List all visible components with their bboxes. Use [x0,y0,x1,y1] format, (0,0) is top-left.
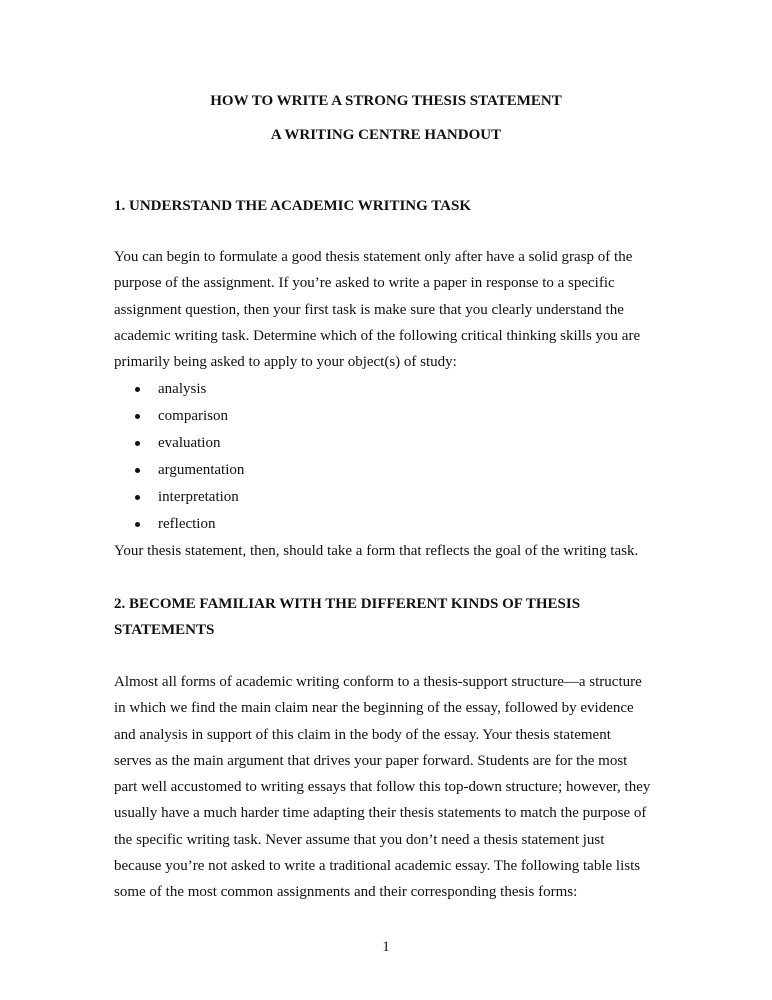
bullet-icon [135,441,140,446]
heading-line: 2. BECOME FAMILIAR WITH THE DIFFERENT KINDS OF THESIS [114,596,581,612]
section-2-paragraph [114,669,662,906]
bullet-item-interpretation [114,484,244,511]
paragraph-line: purpose of the assignment. If you’re asked to write a paper in response to a specific [114,275,615,292]
bullet-icon [135,387,140,392]
paragraph-line: primarily being asked to apply to your object(s) of study: [114,354,457,371]
page-number: 1 [382,939,390,955]
paragraph-line: serves as the main argument that drives your paper forward. Students are for the most [114,752,628,769]
paragraph-line: in which we find the main claim near the beginning of the essay, followed by evidence [114,700,634,717]
bullet-text: evaluation [158,435,221,451]
bullet-item-comparison [114,403,244,430]
bullet-item-argumentation [114,457,244,484]
skills-bullet-list [114,376,244,538]
bullet-item-evaluation [114,430,244,457]
paragraph-line: and analysis in support of this claim in the body of the essay. Your thesis statement [114,726,611,743]
paragraph-line: because you’re not asked to write a traditional academic essay. The following table lists [114,858,641,875]
section-1-heading: 1. UNDERSTAND THE ACADEMIC WRITING TASK [114,198,472,214]
paragraph-line: academic writing task. Determine which of the following critical thinking skills you are [114,327,641,344]
paragraph-line: part well accustomed to writing essays that follow this top-down structure; however, they [114,779,651,796]
bullet-text: comparison [158,408,228,424]
bullet-text: analysis [158,381,207,397]
document-subtitle: A WRITING CENTRE HANDOUT [270,127,502,143]
paragraph-line: some of the most common assignments and their corresponding thesis forms: [114,884,578,901]
bullet-item-analysis [114,376,244,403]
bullet-text: interpretation [158,489,239,505]
document-title: HOW TO WRITE A STRONG THESIS STATEMENT [210,93,562,109]
bullet-icon [135,414,140,419]
bullet-icon [135,522,140,527]
paragraph-line: the specific writing task. Never assume that you don’t need a thesis statement just [114,831,605,848]
section-1-paragraph [114,244,662,375]
bullet-item-reflection [114,511,244,538]
heading-line: STATEMENTS [114,622,215,638]
paragraph-line: You can begin to formulate a good thesis statement only after have a solid grasp of the [114,249,633,265]
bullet-icon [135,495,140,500]
bullet-text: reflection [158,516,216,532]
bullet-icon [135,468,140,473]
section-1-closing: Your thesis statement, then, should take a form that reflects the goal of the writing task. [114,543,639,559]
paragraph-line: Almost all forms of academic writing conform to a thesis-support structure—a structure [114,674,642,690]
paragraph-line: assignment question, then your first task is make sure that you clearly understand the [114,301,624,318]
bullet-text: argumentation [158,462,245,478]
section-2-heading [114,591,674,643]
paragraph-line: usually have a much harder time adapting their thesis statements to match the purpose of [114,805,647,822]
